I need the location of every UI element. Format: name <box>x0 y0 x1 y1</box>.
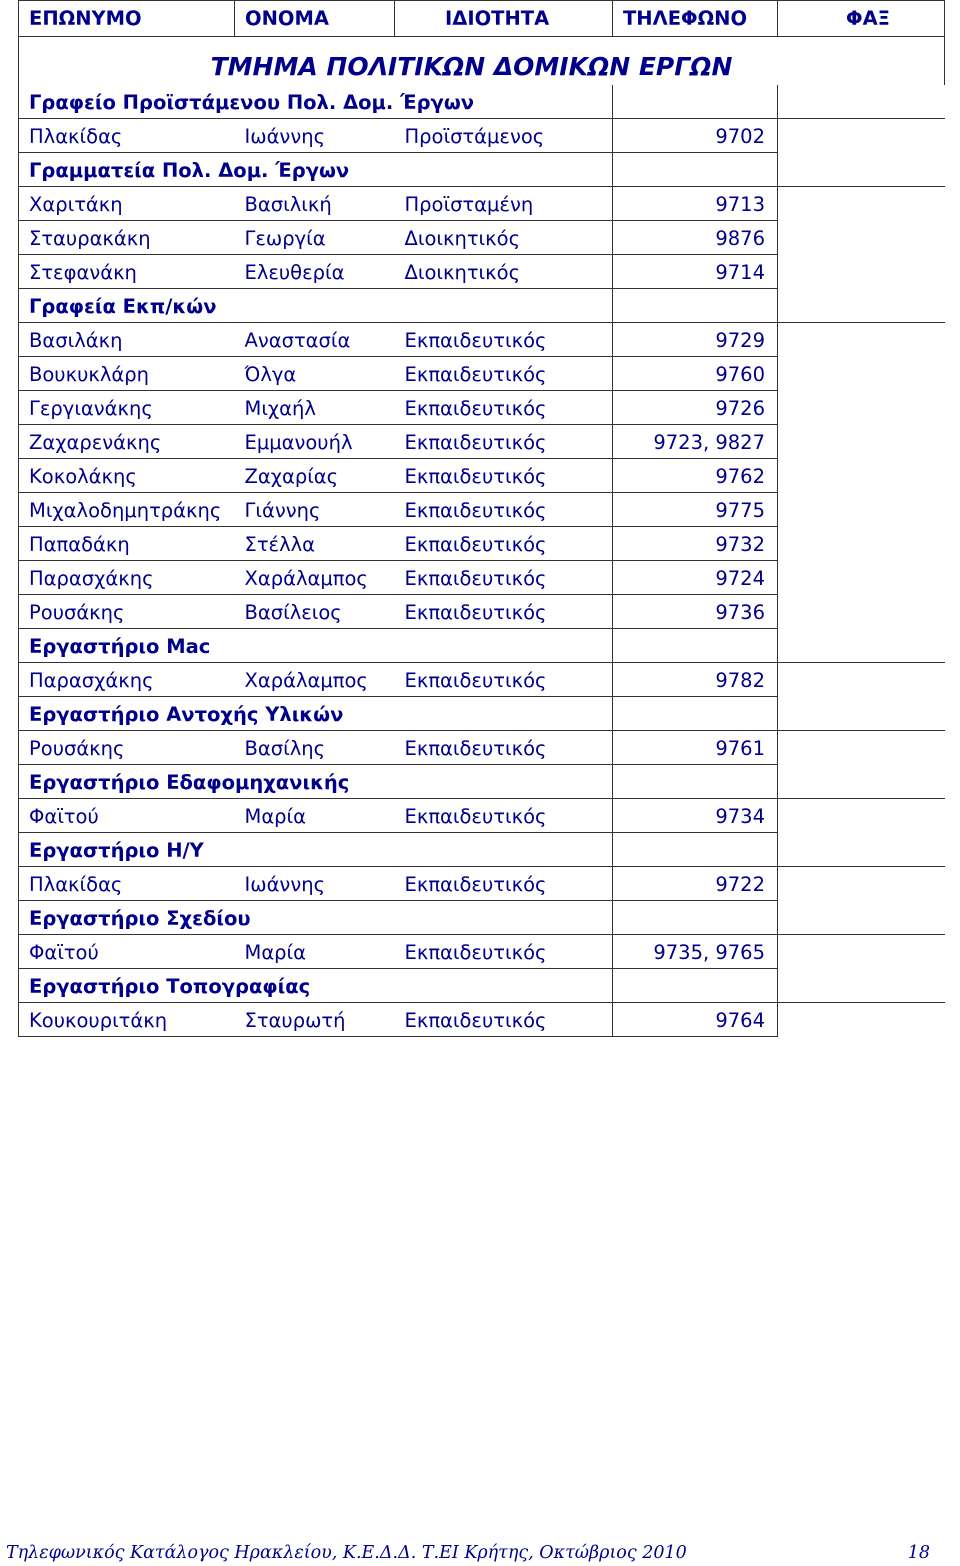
section-header-row <box>19 629 945 663</box>
fax-cell <box>778 595 945 629</box>
table-row <box>19 1003 945 1037</box>
surname-cell: Βασιλάκη <box>19 323 235 357</box>
fax-cell <box>778 799 945 833</box>
name-cell: Μαρία <box>235 935 395 969</box>
name-cell: Εμμανουήλ <box>235 425 395 459</box>
phone-cell: 9722 <box>613 867 778 901</box>
section-header-row <box>19 765 945 799</box>
header-role: ΙΔΙΟΤΗΤΑ <box>395 1 613 37</box>
role-cell: Διοικητικός <box>395 255 613 289</box>
surname-cell: Πλακίδας <box>19 119 235 153</box>
role-cell: Προϊσταμένη <box>395 187 613 221</box>
section-fax-cell <box>778 153 945 187</box>
role-cell: Διοικητικός <box>395 221 613 255</box>
section-title: Γραφείο Προϊστάμενου Πολ. Δομ. Έργων <box>19 85 613 119</box>
name-cell: Ιωάννης <box>235 119 395 153</box>
section-header-row <box>19 969 945 1003</box>
role-cell: Εκπαιδευτικός <box>395 731 613 765</box>
section-title: Εργαστήριο Σχεδίου <box>19 901 613 935</box>
surname-cell: Σταυρακάκη <box>19 221 235 255</box>
role-cell: Εκπαιδευτικός <box>395 663 613 697</box>
role-cell: Εκπαιδευτικός <box>395 425 613 459</box>
section-title: Γραμματεία Πολ. Δομ. Έργων <box>19 153 613 187</box>
section-header-row <box>19 697 945 731</box>
phone-cell: 9764 <box>613 1003 778 1037</box>
fax-cell <box>778 493 945 527</box>
surname-cell: Ζαχαρενάκης <box>19 425 235 459</box>
surname-cell: Στεφανάκη <box>19 255 235 289</box>
section-fax-cell <box>778 289 945 323</box>
fax-cell <box>778 867 945 901</box>
fax-cell <box>778 221 945 255</box>
role-cell: Προϊστάμενος <box>395 119 613 153</box>
role-cell: Εκπαιδευτικός <box>395 1003 613 1037</box>
name-cell: Σταυρωτή <box>235 1003 395 1037</box>
phone-cell: 9714 <box>613 255 778 289</box>
table-row <box>19 119 945 153</box>
phone-cell: 9726 <box>613 391 778 425</box>
table-row <box>19 595 945 629</box>
surname-cell: Φαϊτού <box>19 935 235 969</box>
header-name: ΟΝΟΜΑ <box>235 1 395 37</box>
section-title: Εργαστήριο Mac <box>19 629 613 663</box>
surname-cell: Ρουσάκης <box>19 595 235 629</box>
surname-cell: Παρασχάκης <box>19 561 235 595</box>
department-title: ΤΜΗΜΑ ΠΟΛΙΤΙΚΩΝ ΔΟΜΙΚΩΝ ΕΡΓΩΝ <box>210 51 733 81</box>
phone-directory-table <box>18 0 945 1037</box>
role-cell: Εκπαιδευτικός <box>395 595 613 629</box>
table-row <box>19 799 945 833</box>
section-title: Εργαστήριο Τοπογραφίας <box>19 969 613 1003</box>
fax-cell <box>778 357 945 391</box>
section-phone-cell <box>613 289 778 323</box>
section-fax-cell <box>778 901 945 935</box>
role-cell: Εκπαιδευτικός <box>395 561 613 595</box>
section-fax-cell <box>778 85 945 119</box>
surname-cell: Βουκυκλάρη <box>19 357 235 391</box>
section-phone-cell <box>613 85 778 119</box>
phone-cell: 9734 <box>613 799 778 833</box>
table-row <box>19 323 945 357</box>
role-cell: Εκπαιδευτικός <box>395 935 613 969</box>
phone-cell: 9729 <box>613 323 778 357</box>
role-cell: Εκπαιδευτικός <box>395 527 613 561</box>
table-row <box>19 221 945 255</box>
footer-text: Τηλεφωνικός Κατάλογος Ηρακλείου, Κ.Ε.Δ.Δ. Τ.ΕΙ Κρήτης, Οκτώβριος 2010 <box>6 1543 687 1563</box>
phone-cell: 9782 <box>613 663 778 697</box>
phone-cell: 9723, 9827 <box>613 425 778 459</box>
section-header-row <box>19 833 945 867</box>
section-title: Γραφεία Εκπ/κών <box>19 289 613 323</box>
section-phone-cell <box>613 153 778 187</box>
name-cell: Μιχαήλ <box>235 391 395 425</box>
table-row <box>19 357 945 391</box>
table-row <box>19 391 945 425</box>
fax-cell <box>778 459 945 493</box>
table-row <box>19 731 945 765</box>
section-fax-cell <box>778 629 945 663</box>
fax-cell <box>778 731 945 765</box>
name-cell: Ιωάννης <box>235 867 395 901</box>
header-fax: ΦΑΞ <box>778 1 945 37</box>
department-row <box>19 37 945 85</box>
role-cell: Εκπαιδευτικός <box>395 357 613 391</box>
role-cell: Εκπαιδευτικός <box>395 867 613 901</box>
name-cell: Όλγα <box>235 357 395 391</box>
section-fax-cell <box>778 765 945 799</box>
phone-cell: 9735, 9765 <box>613 935 778 969</box>
surname-cell: Κουκουριτάκη <box>19 1003 235 1037</box>
name-cell: Αναστασία <box>235 323 395 357</box>
section-header-row <box>19 289 945 323</box>
fax-cell <box>778 527 945 561</box>
surname-cell: Παρασχάκης <box>19 663 235 697</box>
fax-cell <box>778 425 945 459</box>
role-cell: Εκπαιδευτικός <box>395 799 613 833</box>
fax-cell <box>778 663 945 697</box>
role-cell: Εκπαιδευτικός <box>395 493 613 527</box>
fax-cell <box>778 1003 945 1037</box>
table-row <box>19 561 945 595</box>
section-phone-cell <box>613 901 778 935</box>
surname-cell: Κοκολάκης <box>19 459 235 493</box>
fax-cell <box>778 255 945 289</box>
section-fax-cell <box>778 969 945 1003</box>
section-phone-cell <box>613 833 778 867</box>
fax-cell <box>778 391 945 425</box>
role-cell: Εκπαιδευτικός <box>395 459 613 493</box>
name-cell: Χαράλαμπος <box>235 561 395 595</box>
section-title: Εργαστήριο Η/Υ <box>19 833 613 867</box>
name-cell: Στέλλα <box>235 527 395 561</box>
table-row <box>19 255 945 289</box>
role-cell: Εκπαιδευτικός <box>395 323 613 357</box>
table-row <box>19 425 945 459</box>
surname-cell: Χαριτάκη <box>19 187 235 221</box>
phone-cell: 9775 <box>613 493 778 527</box>
table-row <box>19 867 945 901</box>
section-phone-cell <box>613 697 778 731</box>
phone-cell: 9762 <box>613 459 778 493</box>
fax-cell <box>778 561 945 595</box>
surname-cell: Παπαδάκη <box>19 527 235 561</box>
name-cell: Βασιλική <box>235 187 395 221</box>
table-row <box>19 459 945 493</box>
phone-cell: 9724 <box>613 561 778 595</box>
page-number: 18 <box>907 1543 930 1563</box>
section-phone-cell <box>613 969 778 1003</box>
table-row <box>19 187 945 221</box>
name-cell: Ζαχαρίας <box>235 459 395 493</box>
section-fax-cell <box>778 697 945 731</box>
phone-cell: 9713 <box>613 187 778 221</box>
surname-cell: Μιχαλοδημητράκης <box>19 493 235 527</box>
phone-cell: 9732 <box>613 527 778 561</box>
name-cell: Μαρία <box>235 799 395 833</box>
role-cell: Εκπαιδευτικός <box>395 391 613 425</box>
name-cell: Χαράλαμπος <box>235 663 395 697</box>
section-phone-cell <box>613 765 778 799</box>
section-header-row <box>19 901 945 935</box>
section-header-row <box>19 85 945 119</box>
section-header-row <box>19 153 945 187</box>
fax-cell <box>778 323 945 357</box>
section-phone-cell <box>613 629 778 663</box>
name-cell: Γιάννης <box>235 493 395 527</box>
name-cell: Βασίλης <box>235 731 395 765</box>
phone-cell: 9702 <box>613 119 778 153</box>
phone-cell: 9876 <box>613 221 778 255</box>
table-header-row <box>19 1 945 37</box>
fax-cell <box>778 187 945 221</box>
section-fax-cell <box>778 833 945 867</box>
surname-cell: Φαϊτού <box>19 799 235 833</box>
header-phone: ΤΗΛΕΦΩΝΟ <box>613 1 778 37</box>
section-title: Εργαστήριο Αντοχής Υλικών <box>19 697 613 731</box>
name-cell: Βασίλειος <box>235 595 395 629</box>
name-cell: Ελευθερία <box>235 255 395 289</box>
fax-cell <box>778 119 945 153</box>
phone-cell: 9761 <box>613 731 778 765</box>
phone-cell: 9736 <box>613 595 778 629</box>
phone-cell: 9760 <box>613 357 778 391</box>
table-row <box>19 493 945 527</box>
header-surname: ΕΠΩΝΥΜΟ <box>19 1 235 37</box>
table-row <box>19 935 945 969</box>
name-cell: Γεωργία <box>235 221 395 255</box>
table-row <box>19 527 945 561</box>
section-title: Εργαστήριο Εδαφομηχανικής <box>19 765 613 799</box>
surname-cell: Πλακίδας <box>19 867 235 901</box>
surname-cell: Ρουσάκης <box>19 731 235 765</box>
department-title-cell <box>19 37 945 85</box>
surname-cell: Γεργιανάκης <box>19 391 235 425</box>
table-row <box>19 663 945 697</box>
fax-cell <box>778 935 945 969</box>
